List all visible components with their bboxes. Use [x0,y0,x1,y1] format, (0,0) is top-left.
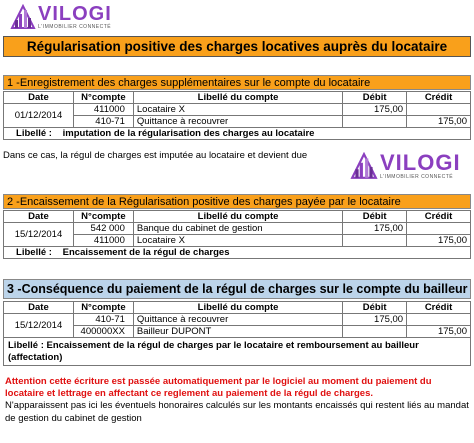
libelle-label: Libellé : [8,340,44,351]
account-label: Quittance à recouvrer [133,314,342,326]
account-number: 411000 [73,104,133,116]
vilogi-logo [10,4,112,30]
credit-value [407,223,471,235]
credit-value: 175,00 [407,116,471,128]
table-row [4,116,471,128]
debit-value [343,235,407,247]
ledger-header [4,92,471,104]
notes-block [5,376,469,425]
section2-ledger [3,210,471,259]
header-credit: Crédit [407,302,471,314]
header-credit: Crédit [407,211,471,223]
libelle-row [4,338,471,366]
libelle-text-continued: (affectation) [8,352,63,363]
debit-value [343,116,407,128]
account-number: 400000XX [73,326,133,338]
account-label: Quittance à recouvrer [133,116,342,128]
logo-word: VILOGI [38,3,112,25]
table-row [4,235,471,247]
info-note: N'apparaissent pas ici les éventuels honoraires calculés sur les montants encaissés qui restent liés au mandat de gestion du cabinet de gestion [5,400,469,424]
header-debit: Débit [343,211,407,223]
section3-title: 3 -Conséquence du paiement de la régul de charges sur le compte du bailleur [3,279,471,299]
header-num: N°compte [73,302,133,314]
logo-tagline: L'IMMOBILIER CONNECTÉ [38,24,112,30]
table-row [4,104,471,116]
warning-note: Attention cette écriture est passée automatiquement par le logiciel au moment du paiement du locataire et lettrage en affectant ce reglement au paiement de la régul de charges. [5,376,432,400]
libelle-row [4,247,471,259]
section1-ledger [3,91,471,140]
section1-note: Dans ce cas, la régul de charges est imputée au locataire et devient due [3,150,308,161]
building-icon [10,4,36,30]
credit-value [407,314,471,326]
page-title: Régularisation positive des charges locatives auprès du locataire [3,36,471,57]
account-number: 410-71 [73,116,133,128]
debit-value: 175,00 [343,104,407,116]
table-row [4,223,471,235]
section1-title: 1 -Enregistrement des charges supplémentaires sur le compte du locataire [3,75,471,90]
section2-title: 2 -Encaissement de la Régularisation positive des charges payée par le locataire [3,194,471,209]
debit-value [343,326,407,338]
entry-date: 15/12/2014 [4,223,74,247]
vilogi-logo-secondary [350,152,461,180]
building-icon [350,152,378,180]
ledger-header [4,211,471,223]
header-date: Date [4,211,74,223]
header-num: N°compte [73,211,133,223]
header-debit: Débit [343,92,407,104]
table-row [4,326,471,338]
header-num: N°compte [73,92,133,104]
account-label: Bailleur DUPONT [133,326,342,338]
section3-ledger [3,301,471,366]
libelle-row [4,128,471,140]
entry-date: 15/12/2014 [4,314,74,338]
libelle-text: Encaissement de la régul de charges [62,247,230,258]
libelle-text: Encaissement de la régul de charges par le locataire et remboursement au bailleur [46,340,419,351]
libelle-label: Libellé : [16,247,52,258]
account-label: Locataire X [133,235,342,247]
debit-value: 175,00 [343,223,407,235]
header-date: Date [4,92,74,104]
credit-value: 175,00 [407,235,471,247]
logo-word: VILOGI [380,150,461,175]
entry-date: 01/12/2014 [4,104,74,128]
account-number: 410-71 [73,314,133,326]
debit-value: 175,00 [343,314,407,326]
table-row [4,314,471,326]
header-date: Date [4,302,74,314]
header-debit: Débit [343,302,407,314]
account-number: 411000 [73,235,133,247]
account-label: Locataire X [133,104,342,116]
ledger-header [4,302,471,314]
header-libelle: Libellé du compte [133,92,342,104]
logo-tagline: L'IMMOBILIER CONNECTÉ [380,174,454,180]
account-label: Banque du cabinet de gestion [133,223,342,235]
header-credit: Crédit [407,92,471,104]
libelle-text: imputation de la régularisation des charges au locataire [62,128,315,139]
header-libelle: Libellé du compte [133,211,342,223]
account-number: 542 000 [73,223,133,235]
credit-value: 175,00 [407,326,471,338]
credit-value [407,104,471,116]
libelle-label: Libellé : [16,128,52,139]
header-libelle: Libellé du compte [133,302,342,314]
